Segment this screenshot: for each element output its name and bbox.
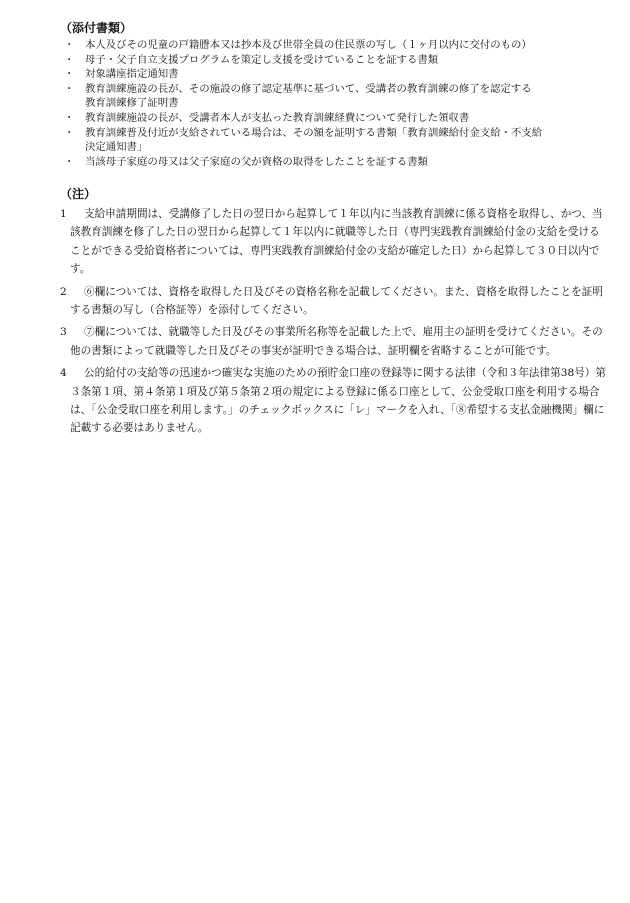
bullet: ・ xyxy=(64,82,75,95)
attachments-list xyxy=(60,38,600,169)
attachment-item xyxy=(60,67,600,82)
note-number: 3 xyxy=(60,326,67,339)
bullet: ・ xyxy=(64,68,75,81)
attachment-item xyxy=(60,38,600,53)
bullet: ・ xyxy=(64,39,75,51)
attachment-item xyxy=(60,53,600,68)
note-number: 4 xyxy=(60,367,67,380)
note-text: ⑥欄については、資格を取得した日及びその資格名称を記載してください。また、資格を取得したことを証明する書類の写し（合格証等）を添付してください。 xyxy=(70,285,603,317)
attachment-text: 母子・父子自立支援プログラムを策定し支援を受けていることを証する書類 xyxy=(85,53,439,66)
attachment-item xyxy=(60,126,600,155)
notes-heading: （注） xyxy=(60,187,97,201)
bullet: ・ xyxy=(64,53,75,66)
attachment-text: 当該母子家庭の母又は父子家庭の父が資格の取得をしたことを証する書類 xyxy=(85,155,428,168)
attachment-item xyxy=(60,111,600,126)
note-item xyxy=(60,205,608,279)
note-text: 公的給付の支給等の迅速かつ確実な実施のための預貯金口座の登録等に関する法律（令和３年法律第38号）第３条第１項、第４条第１項及び第５条第２項の規定による登録に係る口座として、公金受取口座を利用する場合は、「公金受取口座を利用します。」のチェックボックスに「レ」マークを入れ、「⑧希望する支払金融機関」欄に記載する必要はありません。 xyxy=(70,367,606,435)
attachment-item xyxy=(60,82,600,111)
note-item xyxy=(60,364,608,438)
note-text: 支給申請期間は、受講修了した日の翌日から起算して１年以内に当該教育訓練に係る資格を取得し、かつ、当該教育訓練を修了した日の翌日から起算して１年以内に就職等した日（専門実践教育訓練給付金の支給を受けることができる受給資格者については、専門実践教育訓練給付金の支給が確定した日）から起算して３０日以内です。 xyxy=(70,208,603,276)
attachment-text: 教育訓練施設の長が、受講者本人が支払った教育訓練経費について発行した領収書 xyxy=(85,111,470,124)
attachment-item xyxy=(60,155,600,170)
attachments-heading: （添付書類） xyxy=(60,21,133,35)
note-number: 2 xyxy=(60,285,67,298)
notes-list xyxy=(60,205,608,442)
note-item xyxy=(60,283,608,320)
bullet: ・ xyxy=(64,126,75,139)
note-number: 1 xyxy=(60,208,67,220)
note-text: ⑦欄については、就職等した日及びその事業所名称等を記載した上で、雇用主の証明を受けてください。その他の書類によって就職等した日及びその事実が証明できる場合は、証明欄を省略することが可能です。 xyxy=(70,326,603,357)
bullet: ・ xyxy=(64,111,75,124)
note-item xyxy=(60,323,608,360)
bullet: ・ xyxy=(64,155,75,168)
attachment-text: 教育訓練普及付近が支給されている場合は、その額を証明する書類「教育訓練給付金支給・不支給 決定通知書」 xyxy=(85,126,543,154)
attachment-text: 教育訓練施設の長が、その施設の修了認定基準に基づいて、受講者の教育訓練の修了を認定する 教育訓練修了証明書 xyxy=(85,82,532,110)
attachment-text: 本人及びその児童の戸籍謄本又は抄本及び世帯全員の住民票の写し（１ヶ月以内に交付のもの） xyxy=(85,39,532,51)
attachment-text: 対象講座指定通知書 xyxy=(85,68,179,81)
